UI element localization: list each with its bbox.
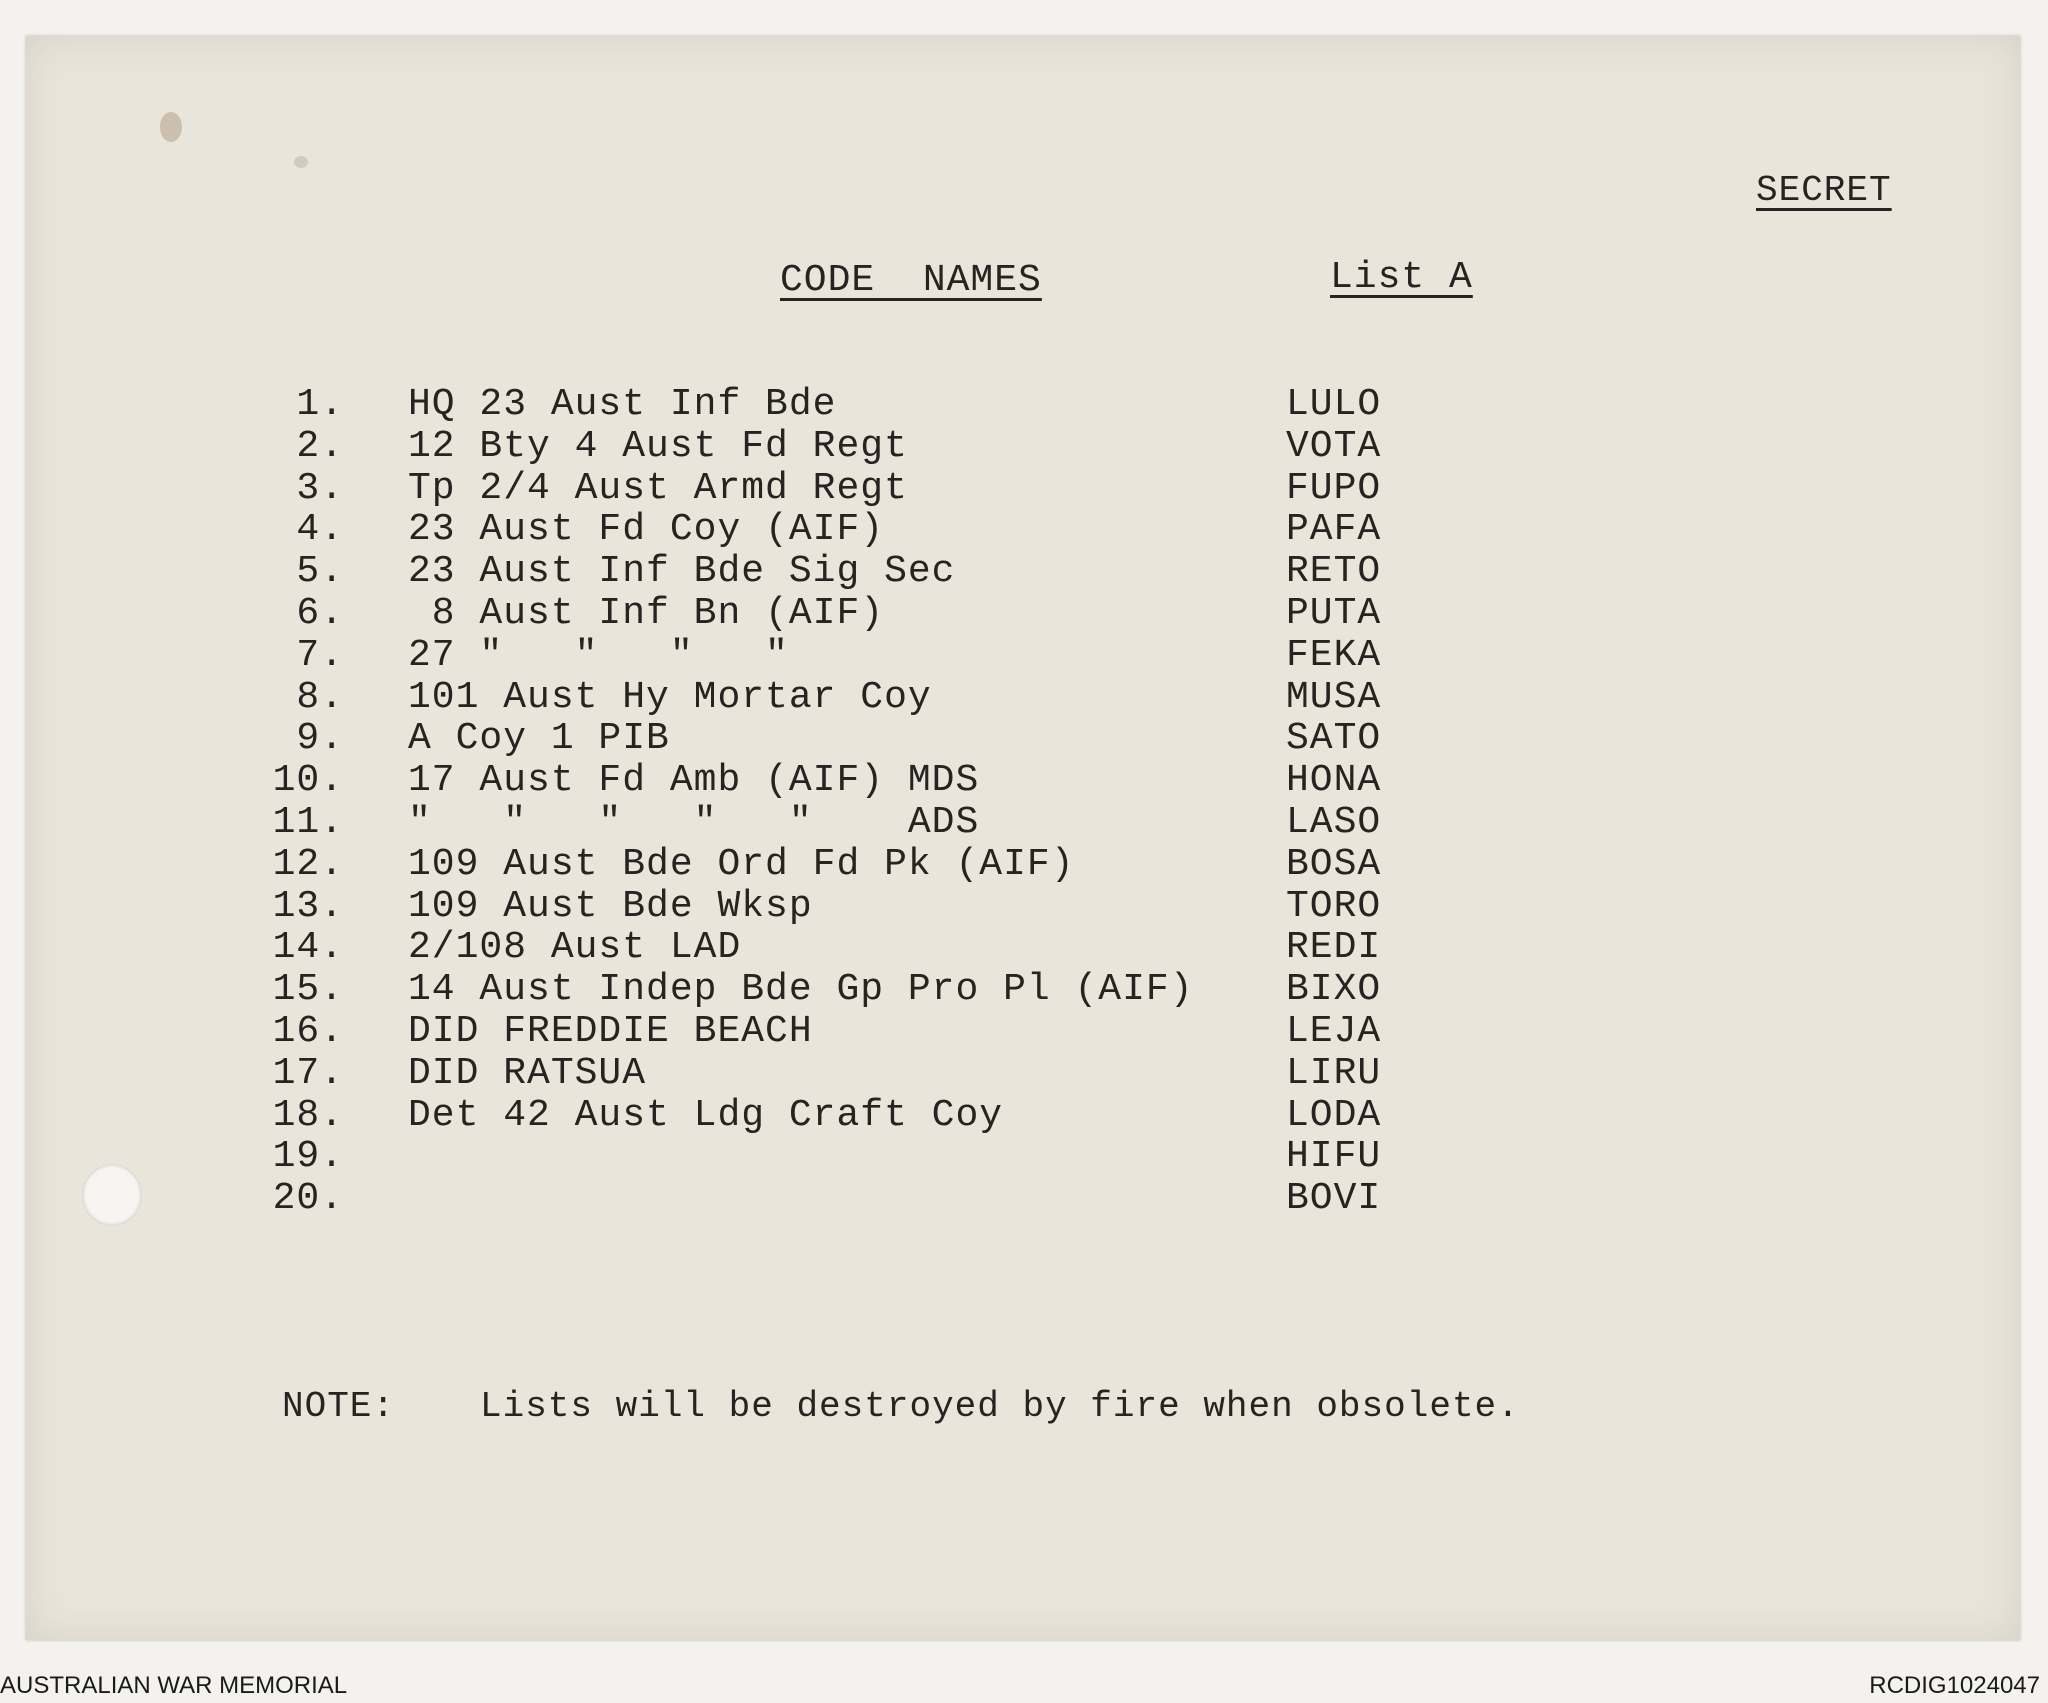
entry-number: 8. <box>296 676 344 719</box>
entry-number: 19. <box>272 1135 344 1178</box>
code-name-list <box>236 383 1536 1236</box>
entry-unit: 109 Aust Bde Ord Fd Pk (AIF) <box>408 843 1075 886</box>
entry-unit: 8 Aust Inf Bn (AIF) <box>408 592 885 635</box>
list-item <box>236 383 1536 426</box>
list-item <box>236 717 1536 760</box>
entry-unit: DID FREDDIE BEACH <box>408 1010 813 1053</box>
list-item <box>236 926 1536 969</box>
entry-code-name: FEKA <box>1286 634 1382 677</box>
entry-code-name: BIXO <box>1286 968 1382 1011</box>
list-item <box>236 425 1536 468</box>
entry-code-name: HONA <box>1286 759 1382 802</box>
entry-number: 3. <box>296 467 344 510</box>
entry-unit: A Coy 1 PIB <box>408 717 670 760</box>
list-item <box>236 1052 1536 1095</box>
entry-unit: DID RATSUA <box>408 1052 647 1095</box>
entry-code-name: REDI <box>1286 926 1382 969</box>
stain-mark <box>294 156 308 168</box>
list-item <box>236 968 1536 1011</box>
entry-code-name: SATO <box>1286 717 1382 760</box>
entry-number: 15. <box>272 968 344 1011</box>
list-item <box>236 1135 1536 1178</box>
entry-code-name: LODA <box>1286 1094 1382 1137</box>
list-item <box>236 1010 1536 1053</box>
entry-code-name: LIRU <box>1286 1052 1382 1095</box>
entry-number: 6. <box>296 592 344 635</box>
list-item <box>236 508 1536 551</box>
entry-number: 4. <box>296 508 344 551</box>
entry-code-name: FUPO <box>1286 467 1382 510</box>
entry-unit: " " " " " ADS <box>408 801 980 844</box>
entry-unit: 27 " " " " <box>408 634 789 677</box>
document-title: CODE NAMES <box>780 259 1042 302</box>
entry-number: 2. <box>296 425 344 468</box>
entry-number: 11. <box>272 801 344 844</box>
footer-record-id: RCDIG1024047 <box>1869 1672 2040 1699</box>
entry-number: 9. <box>296 717 344 760</box>
entry-code-name: LULO <box>1286 383 1382 426</box>
entry-unit: 14 Aust Indep Bde Gp Pro Pl (AIF) <box>408 968 1194 1011</box>
entry-code-name: LASO <box>1286 801 1382 844</box>
entry-unit: 101 Aust Hy Mortar Coy <box>408 676 932 719</box>
entry-code-name: TORO <box>1286 885 1382 928</box>
entry-number: 7. <box>296 634 344 677</box>
entry-number: 16. <box>272 1010 344 1053</box>
entry-number: 10. <box>272 759 344 802</box>
entry-code-name: BOVI <box>1286 1177 1382 1220</box>
entry-code-name: MUSA <box>1286 676 1382 719</box>
note-text: Lists will be destroyed by fire when obsolete. <box>480 1386 1520 1427</box>
entry-number: 18. <box>272 1094 344 1137</box>
entry-code-name: BOSA <box>1286 843 1382 886</box>
entry-number: 20. <box>272 1177 344 1220</box>
list-item <box>236 759 1536 802</box>
list-item <box>236 1094 1536 1137</box>
classification-marking: SECRET <box>1756 170 1892 211</box>
entry-code-name: LEJA <box>1286 1010 1382 1053</box>
list-item <box>236 634 1536 677</box>
footer-archive-name: AUSTRALIAN WAR MEMORIAL <box>0 1672 348 1699</box>
entry-number: 1. <box>296 383 344 426</box>
entry-unit: HQ 23 Aust Inf Bde <box>408 383 837 426</box>
entry-unit: 109 Aust Bde Wksp <box>408 885 813 928</box>
entry-number: 17. <box>272 1052 344 1095</box>
entry-unit: 17 Aust Fd Amb (AIF) MDS <box>408 759 980 802</box>
list-item <box>236 550 1536 593</box>
stain-mark <box>160 112 182 142</box>
entry-code-name: RETO <box>1286 550 1382 593</box>
entry-unit: Det 42 Aust Ldg Craft Coy <box>408 1094 1004 1137</box>
entry-code-name: PAFA <box>1286 508 1382 551</box>
entry-number: 13. <box>272 885 344 928</box>
entry-unit: 23 Aust Fd Coy (AIF) <box>408 508 885 551</box>
entry-unit: 12 Bty 4 Aust Fd Regt <box>408 425 908 468</box>
entry-code-name: PUTA <box>1286 592 1382 635</box>
list-item <box>236 592 1536 635</box>
entry-number: 12. <box>272 843 344 886</box>
list-item <box>236 885 1536 928</box>
entry-unit: 23 Aust Inf Bde Sig Sec <box>408 550 956 593</box>
list-label: List A <box>1330 256 1473 299</box>
punch-hole <box>82 1164 142 1226</box>
list-item <box>236 801 1536 844</box>
list-item <box>236 467 1536 510</box>
list-item <box>236 843 1536 886</box>
note-label: NOTE: <box>282 1386 396 1427</box>
entry-unit: Tp 2/4 Aust Armd Regt <box>408 467 908 510</box>
entry-code-name: HIFU <box>1286 1135 1382 1178</box>
list-item <box>236 676 1536 719</box>
entry-number: 5. <box>296 550 344 593</box>
entry-number: 14. <box>272 926 344 969</box>
list-item <box>236 1177 1536 1220</box>
entry-code-name: VOTA <box>1286 425 1382 468</box>
entry-unit: 2/108 Aust LAD <box>408 926 742 969</box>
